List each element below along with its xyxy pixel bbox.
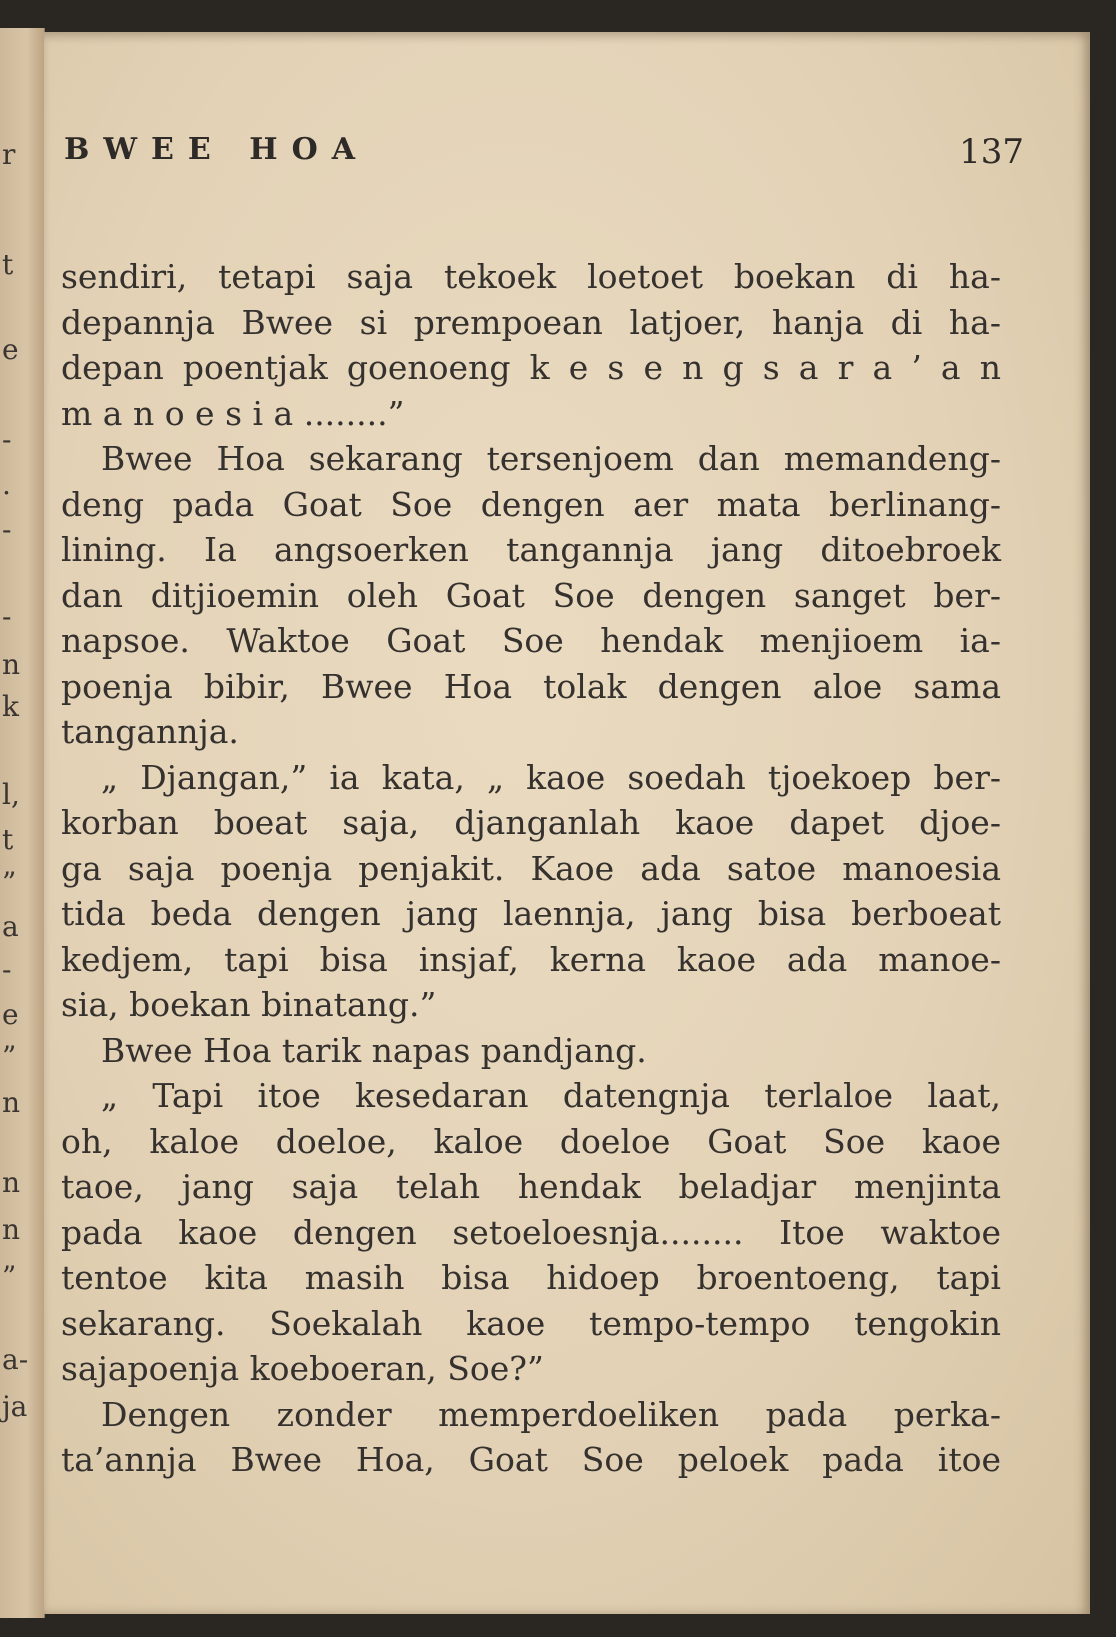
margin-fragment: e (2, 998, 19, 1031)
margin-fragment: . (2, 468, 11, 501)
text-line: Bwee Hoa tarik napas pandjang. (101, 1030, 647, 1070)
text-line: tangannja. (61, 712, 239, 751)
text-line: tida beda dengen jang laennja, jang bisa berboeat (61, 894, 1001, 933)
margin-fragment: ” (2, 1260, 17, 1293)
margin-fragment: - (2, 423, 12, 456)
text-line: sekarang. Soekalah kaoe tempo-tempo tengokin (61, 1303, 1001, 1343)
text-line: lining. Ia angsoerken tangannja jang ditoebroek (61, 530, 1001, 569)
text-line: sia, boekan binatang.” (61, 985, 437, 1024)
text-line: deng pada Goat Soe dengen aer mata berlinang- (61, 484, 1001, 524)
margin-fragment: - (2, 600, 12, 633)
text-line: napsoe. Waktoe Goat Soe hendak menjioem ia- (61, 621, 1001, 660)
text-line: taoe, jang saja telah hendak beladjar menjinta (61, 1167, 1001, 1206)
body-text (61, 254, 1001, 1483)
text-line: kedjem, tapi bisa insjaf, kerna kaoe ada manoe- (61, 939, 1001, 979)
margin-fragment: n (2, 1213, 21, 1246)
text-line: „ Djangan,” ia kata, „ kaoe soedah tjoekoep ber- (101, 757, 1001, 797)
text-line: korban boeat saja, djanganlah kaoe dapet djoe- (61, 803, 1001, 842)
margin-fragment: n (2, 1166, 21, 1199)
previous-page-edge (0, 28, 45, 1618)
text-line: depannja Bwee si prempoean latjoer, hanja di ha- (61, 302, 1001, 342)
margin-fragment: t (2, 823, 14, 856)
margin-fragment: t (2, 248, 14, 281)
text-line: oh, kaloe doeloe, kaloe doeloe Goat Soe kaoe (61, 1121, 1001, 1161)
text-line: m a n o e s i a ........” (61, 393, 405, 433)
margin-fragment: e (2, 333, 19, 366)
text-line: pada kaoe dengen setoeloesnja........ Itoe waktoe (61, 1212, 1001, 1252)
text-line: ta’annja Bwee Hoa, Goat Soe peloek pada itoe (61, 1440, 1001, 1479)
text-line: Bwee Hoa sekarang tersenjoem dan memandeng- (101, 439, 1001, 478)
margin-fragment: - (2, 953, 12, 986)
margin-fragment: l, (2, 778, 20, 811)
margin-fragment: r (2, 138, 16, 171)
text-line: sendiri, tetapi saja tekoek loetoet boekan di ha- (61, 257, 1001, 296)
book-page (44, 32, 1090, 1614)
text-line: sajapoenja koeboeran, Soe?” (61, 1349, 544, 1388)
margin-fragment: a (2, 910, 19, 943)
page-header (64, 132, 1024, 182)
text-line: ga saja poenja penjakit. Kaoe ada satoe manoesia (61, 848, 1001, 888)
margin-fragment: a- (2, 1343, 29, 1376)
page-number: 137 (959, 132, 1024, 172)
text-line: poenja bibir, Bwee Hoa tolak dengen aloe sama (61, 666, 1001, 706)
margin-fragment: - (2, 513, 12, 546)
text-line: tentoe kita masih bisa hidoep broentoeng, tapi (61, 1258, 1001, 1297)
margin-fragment: ja (2, 1390, 28, 1423)
margin-fragment: k (2, 690, 19, 723)
text-line: „ Tapi itoe kesedaran datengnja terlaloe laat, (101, 1076, 1001, 1115)
running-title: BWEE HOA (64, 132, 369, 167)
margin-fragment: ” (2, 866, 17, 899)
margin-fragment: ” (2, 1040, 17, 1073)
margin-fragment: n (2, 1086, 21, 1119)
text-line: Dengen zonder memperdoeliken pada perka- (101, 1394, 1001, 1434)
margin-fragment: n (2, 648, 21, 681)
text-line: depan poentjak goenoeng k e s e n g s a r a ’ a n (61, 348, 1001, 387)
text-line: dan ditjioemin oleh Goat Soe dengen sanget ber- (61, 575, 1001, 615)
